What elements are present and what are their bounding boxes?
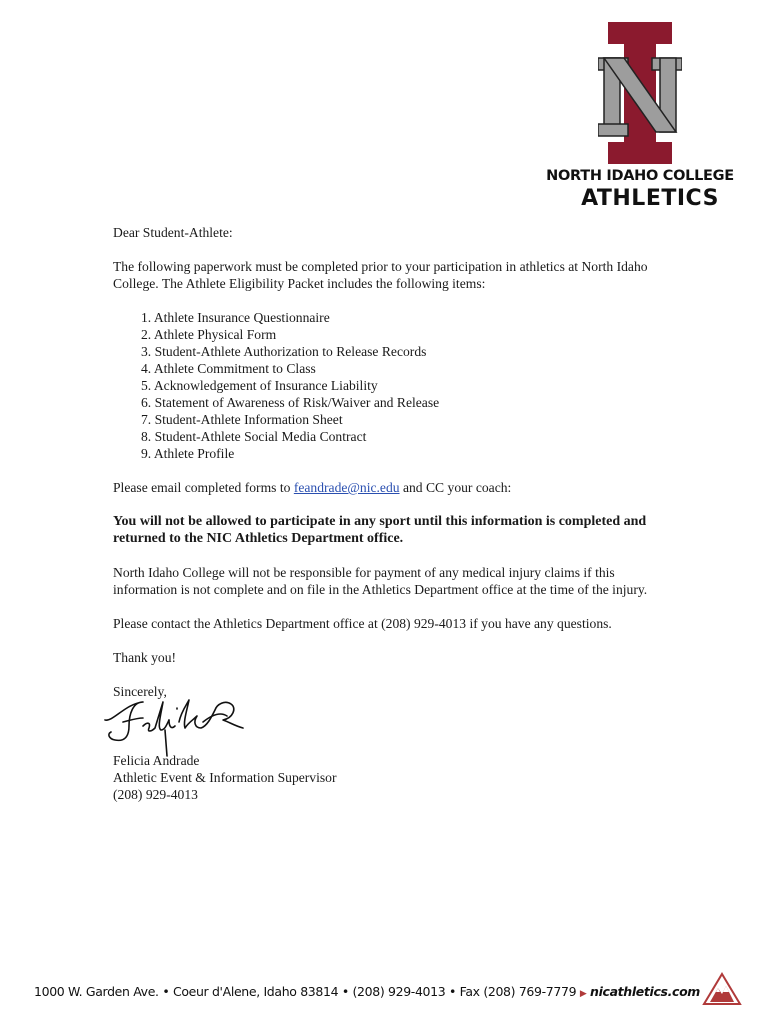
email-prefix: Please email completed forms to	[113, 480, 294, 495]
footer-phone: (208) 929-4013	[352, 984, 446, 999]
list-item: 1. Athlete Insurance Questionnaire	[141, 310, 330, 325]
contact-paragraph: Please contact the Athletics Department office at (208) 929-4013 if you have any questions.	[113, 616, 612, 631]
bullet: •	[341, 984, 349, 999]
packet-items-list	[113, 309, 658, 462]
footer-fax: Fax (208) 769-7779	[459, 984, 577, 999]
signer-title: Athletic Event & Information Supervisor	[113, 770, 337, 785]
signature-block	[113, 752, 658, 803]
signature	[113, 696, 658, 752]
arrow-icon: ▶	[579, 989, 587, 999]
logo-college-name: NORTH IDAHO COLLEGE	[546, 168, 734, 184]
list-item: 4. Athlete Commitment to Class	[141, 361, 316, 376]
signer-phone: (208) 929-4013	[113, 787, 198, 802]
list-item: 8. Student-Athlete Social Media Contract	[141, 429, 367, 444]
liability-paragraph: North Idaho College will not be responsible for payment of any medical injury claims if this information is not complete and on file in the Athletics Department office at the time of the injury.	[113, 565, 648, 597]
list-item: 6. Statement of Awareness of Risk/Waiver and Release	[141, 395, 440, 410]
email-suffix: and CC your coach:	[399, 480, 512, 495]
nic-athletics-logo	[536, 22, 744, 212]
footer-city: Coeur d'Alene, Idaho 83814	[172, 984, 339, 999]
signer-name: Felicia Andrade	[113, 753, 200, 768]
ni-monogram-icon	[598, 22, 682, 164]
logo-athletics: ATHLETICS	[581, 186, 719, 211]
salutation: Dear Student-Athlete:	[113, 225, 233, 240]
list-item: 5. Acknowledgement of Insurance Liability	[141, 378, 378, 393]
closing-line: Sincerely,	[113, 684, 167, 699]
mountain-logo-icon	[702, 972, 742, 1006]
email-paragraph	[113, 479, 658, 496]
email-link[interactable]: feandrade@nic.edu	[293, 480, 400, 495]
footer-website[interactable]: nicathletics.com	[590, 984, 700, 999]
bullet: •	[162, 984, 170, 999]
letterhead-footer	[34, 984, 704, 999]
intro-paragraph: The following paperwork must be completed prior to your participation in athletics at North Idaho College. The Athlete Eligibility Packet includes the following items:	[113, 259, 648, 291]
thanks-line: Thank you!	[113, 650, 177, 665]
list-item: 9. Athlete Profile	[141, 446, 235, 461]
warning-paragraph: You will not be allowed to participate in any sport until this information is completed and returned to the NIC Athletics Department office.	[113, 514, 647, 546]
footer-address: 1000 W. Garden Ave.	[34, 984, 159, 999]
handwritten-signature-icon	[103, 692, 253, 758]
list-item: 2. Athlete Physical Form	[141, 327, 277, 342]
letter-body	[113, 224, 658, 803]
list-item: 7. Student-Athlete Information Sheet	[141, 412, 343, 427]
list-item: 3. Student-Athlete Authorization to Release Records	[141, 344, 427, 359]
bullet: •	[449, 984, 457, 999]
